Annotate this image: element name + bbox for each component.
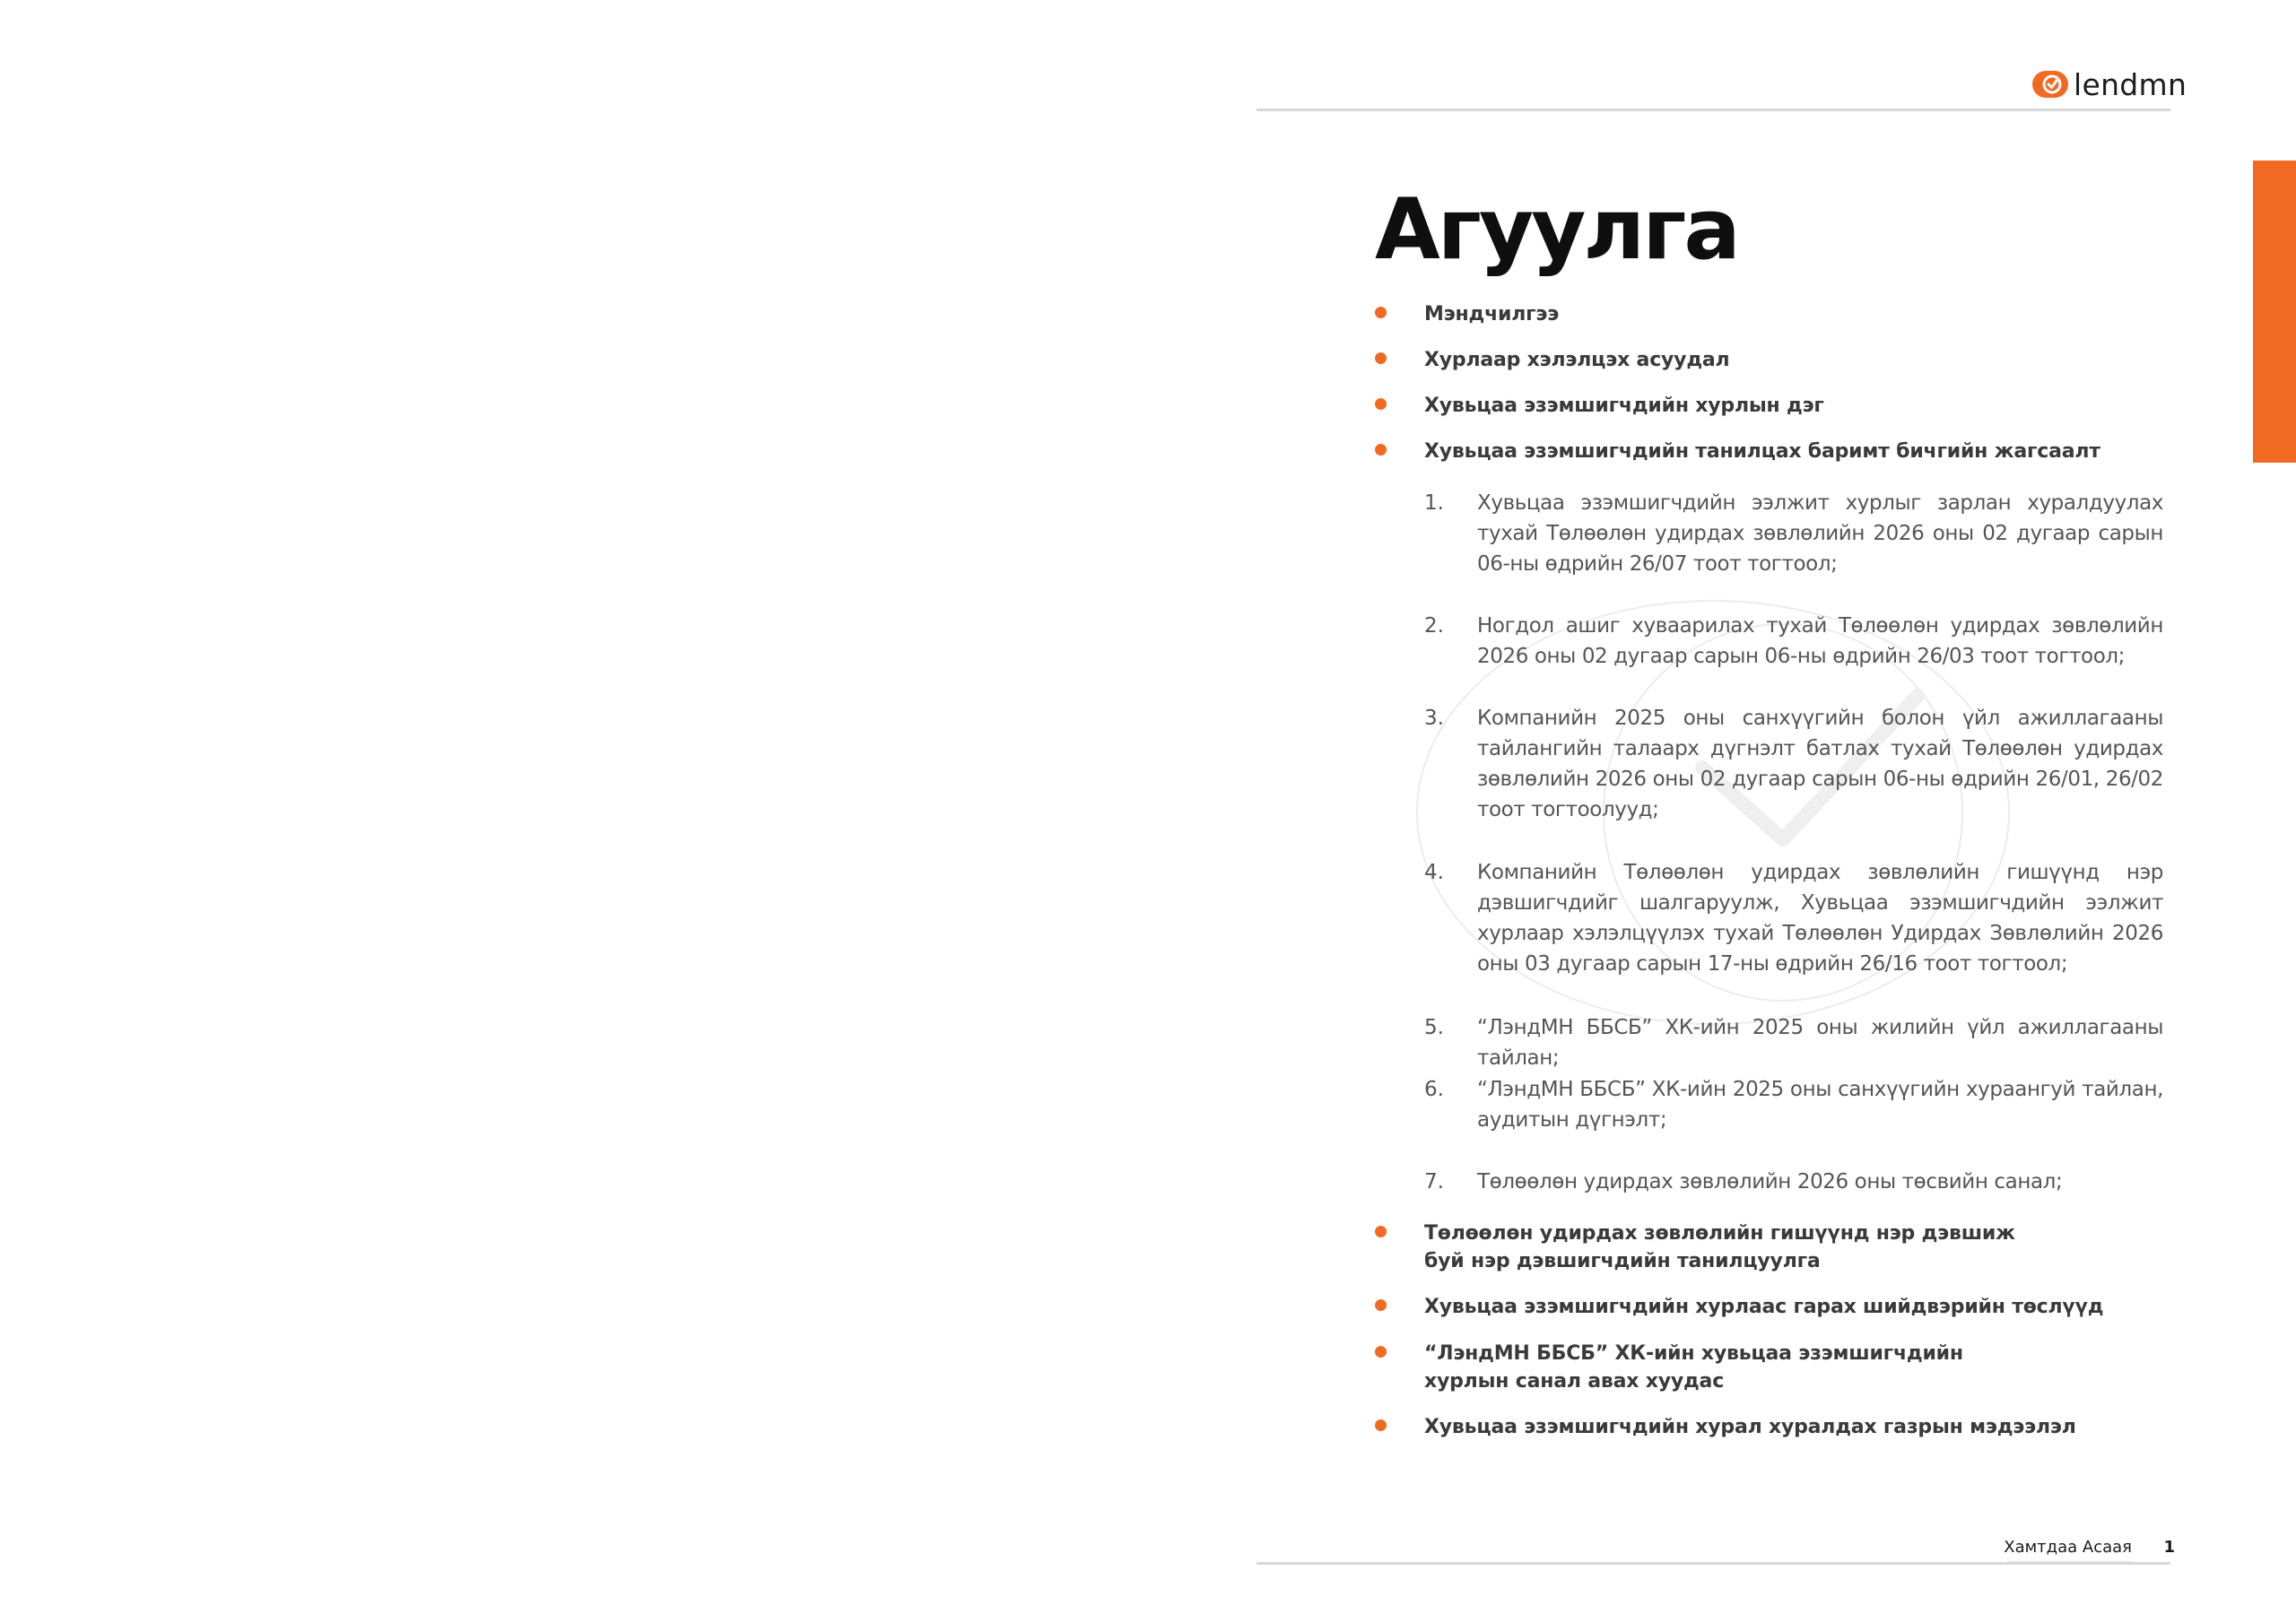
toc-item[interactable] — [1375, 1219, 2110, 1275]
document-number: 5. — [1424, 1016, 1444, 1039]
toc-item-label: “ЛэндМН ББСБ” ХК-ийн хувьцаа эзэмшигчдийн хурлын санал авах хуудас — [1424, 1342, 1963, 1393]
page-title: Агуулга — [1375, 181, 1738, 279]
document-title: Төлөөлөн удирдах зөвлөлийн 2026 оны төсвийн санал; — [1477, 1170, 2063, 1193]
header-divider — [1257, 108, 2170, 111]
logo-wordmark: lendmn — [2074, 66, 2187, 102]
document-list-item[interactable] — [1424, 1074, 2163, 1135]
document-title: “ЛэндМН ББСБ” ХК-ийн 2025 оны санхүүгийн хураангуй тайлан, аудитын дүгнэлт; — [1477, 1078, 2163, 1132]
document-list-item[interactable] — [1424, 488, 2163, 579]
document-title: Компанийн 2025 оны санхүүгийн болон үйл ажиллагааны тайлангийн талаарх дүгнэлт батлах тухай Төлөөлөн удирдах зөвлөлийн 2026 оны 02 дугаар сарын 06-ны өдрийн 26/01, 26/02 тоот тогтоолууд; — [1477, 707, 2163, 821]
toc-item-label: Мэндчилгээ — [1424, 303, 1560, 325]
side-accent-tab — [2253, 161, 2296, 463]
document-list-item[interactable] — [1424, 703, 2163, 825]
toc-item[interactable] — [1375, 392, 2110, 420]
document-number: 6. — [1424, 1078, 1444, 1101]
toc-item[interactable] — [1375, 346, 2110, 374]
document-list-item[interactable] — [1424, 857, 2163, 979]
brand-logo — [2032, 68, 2187, 100]
toc-item-label: Хувьцаа эзэмшигчдийн хурлын дэг — [1424, 395, 1824, 417]
bullet-dot-icon — [1375, 398, 1387, 410]
document-number: 2. — [1424, 614, 1444, 638]
bullet-dot-icon — [1375, 307, 1387, 318]
document-number: 3. — [1424, 707, 1444, 730]
document-number: 1. — [1424, 491, 1444, 515]
document-list-item[interactable] — [1424, 1012, 2163, 1073]
toc-item[interactable] — [1375, 1340, 2110, 1395]
toc-item-label: Хувьцаа эзэмшигчдийн хурал хуралдах газрын мэдээлэл — [1424, 1416, 2076, 1438]
check-badge-icon — [2032, 68, 2068, 100]
document-title: Хувьцаа эзэмшигчдийн ээлжит хурлыг зарлан хуралдуулах тухай Төлөөлөн удирдах зөвлөлийн 2026 оны 02 дугаар сарын 06-ны өдрийн 26/07 тоот тогтоол; — [1477, 491, 2163, 576]
document-title: “ЛэндМН ББСБ” ХК-ийн 2025 оны жилийн үйл ажиллагааны тайлан; — [1477, 1016, 2163, 1070]
toc-item-label: Төлөөлөн удирдах зөвлөлийн гишүүнд нэр дэвшиж буй нэр дэвшигчдийн танилцуулга — [1424, 1222, 2015, 1272]
footer-slogan: Хамтдаа Асаая — [2004, 1538, 2132, 1557]
document-number: 7. — [1424, 1170, 1444, 1193]
bullet-dot-icon — [1375, 352, 1387, 364]
toc-item[interactable] — [1375, 1293, 2110, 1321]
document-list-item[interactable] — [1424, 611, 2163, 672]
toc-item[interactable] — [1375, 438, 2110, 465]
bullet-dot-icon — [1375, 1346, 1387, 1358]
bullet-dot-icon — [1375, 1226, 1387, 1237]
footer-divider — [1257, 1562, 2170, 1565]
bullet-dot-icon — [1375, 444, 1387, 456]
toc-item-label: Хувьцаа эзэмшигчдийн танилцах баримт бичгийн жагсаалт — [1424, 440, 2100, 463]
document-title: Ногдол ашиг хуваарилах тухай Төлөөлөн удирдах зөвлөлийн 2026 оны 02 дугаар сарын 06-ны өдрийн 26/03 тоот тогтоол; — [1477, 614, 2163, 668]
document-title: Компанийн Төлөөлөн удирдах зөвлөлийн гишүүнд нэр дэвшигчдийг шалгаруулж, Хувьцаа эзэмшигчдийн ээлжит хурлаар хэлэлцүүлэх тухай Төлөөлөн Удирдах Зөвлөлийн 2026 оны 03 дугаар сарын 17-ны өдрийн 26/16 тоот тогтоол; — [1477, 861, 2163, 976]
toc-item-label: Хурлаар хэлэлцэх асуудал — [1424, 349, 1730, 371]
toc-item-label: Хувьцаа эзэмшигчдийн хурлаас гарах шийдвэрийн төслүүд — [1424, 1296, 2104, 1318]
bullet-dot-icon — [1375, 1299, 1387, 1311]
document-list-item[interactable] — [1424, 1167, 2163, 1197]
document-number: 4. — [1424, 861, 1444, 884]
toc-item[interactable] — [1375, 1413, 2110, 1441]
bullet-dot-icon — [1375, 1419, 1387, 1431]
toc-item[interactable] — [1375, 300, 2110, 328]
page-number: 1 — [2163, 1538, 2175, 1557]
